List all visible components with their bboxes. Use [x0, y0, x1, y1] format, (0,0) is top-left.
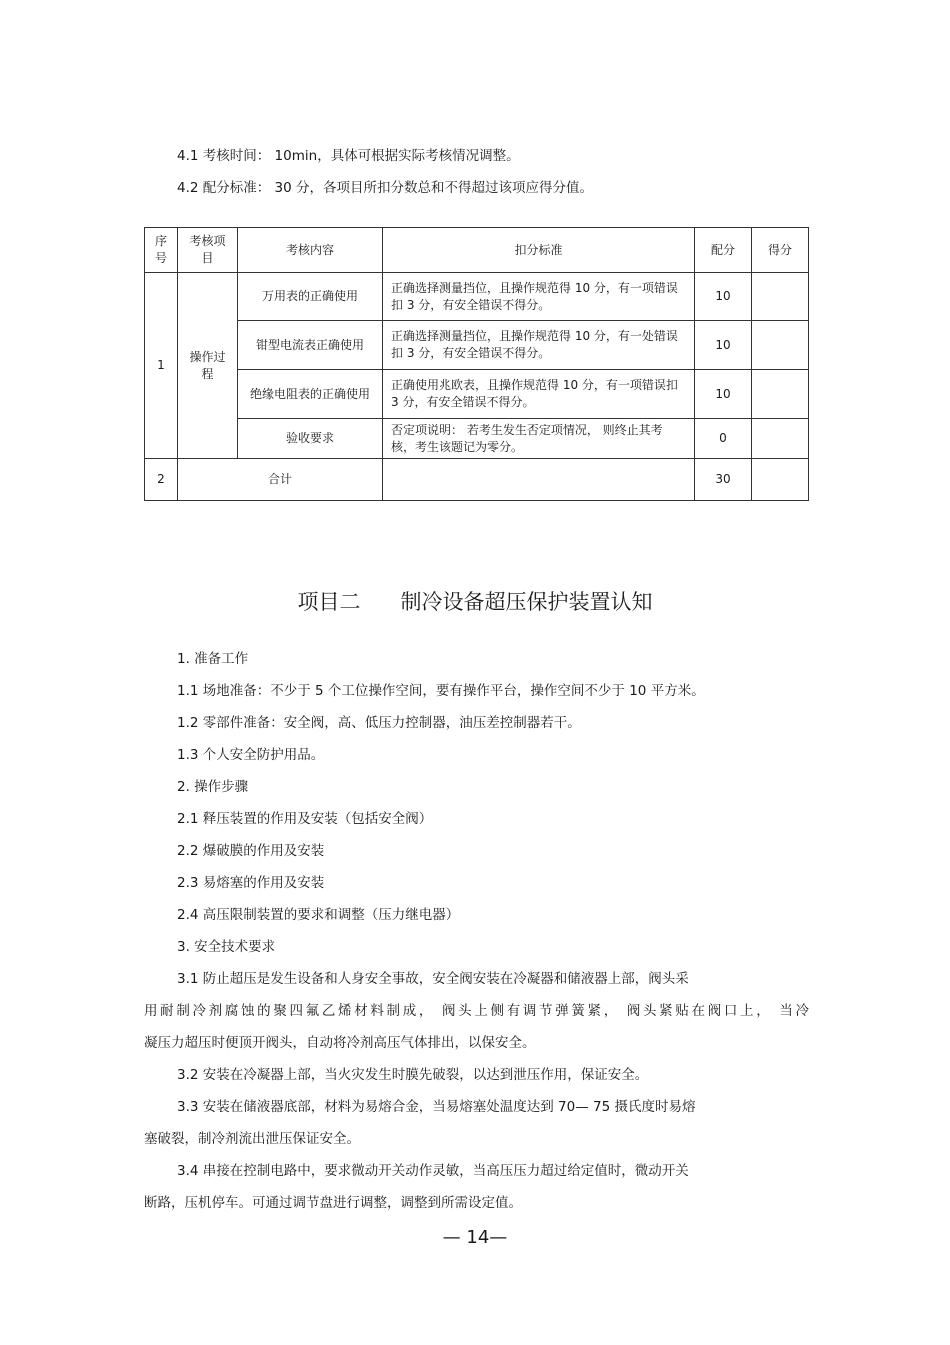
paragraph-line: 凝压力超压时便顶开阀头，自动将冷剂高压气体排出，以保安全。 — [144, 1035, 536, 1051]
ppe-line: 1.3 个人安全防护用品。 — [177, 747, 325, 763]
group-item-cell: 操作过程 — [178, 273, 238, 459]
header-score: 得分 — [752, 228, 809, 273]
table-row — [145, 419, 809, 459]
points-cell: 10 — [695, 321, 752, 370]
total-seq-cell: 2 — [145, 459, 178, 501]
paragraph-line: 3.3 安装在储液器底部，材料为易熔合金，当易熔塞处温度达到 70— 75 摄氏度时易熔 — [177, 1099, 696, 1115]
parts-prep-line: 1.2 零部件准备：安全阀，高、低压力控制器，油压差控制器若干。 — [177, 715, 581, 731]
deduction-cell: 正确选择测量挡位，且操作规范得 10 分，有一处错误扣 3 分，有安全错误不得分。 — [383, 321, 695, 370]
total-points-cell: 30 — [695, 459, 752, 501]
deduction-cell: 正确使用兆欧表，且操作规范得 10 分，有一项错误扣 3 分，有安全错误不得分。 — [383, 370, 695, 419]
scoring-table — [144, 227, 809, 501]
prep-heading: 1. 准备工作 — [177, 651, 249, 667]
table-total-row — [145, 459, 809, 501]
score-cell — [752, 321, 809, 370]
content-cell: 绝缘电阻表的正确使用 — [238, 370, 383, 419]
score-cell — [752, 273, 809, 321]
total-label-cell: 合计 — [178, 459, 383, 501]
step-line: 2.4 高压限制装置的要求和调整（压力继电器） — [177, 907, 460, 923]
deduction-cell: 否定项说明： 若考生发生否定项情况， 则终止其考核，考生该题记为零分。 — [383, 419, 695, 459]
paragraph-line: 3.2 安装在冷凝器上部，当火灾发生时膜先破裂，以达到泄压作用，保证安全。 — [177, 1067, 649, 1083]
step-line: 2.1 释压装置的作用及安装（包括安全阀） — [177, 811, 433, 827]
step-line: 2.3 易熔塞的作用及安装 — [177, 875, 325, 891]
content-cell: 万用表的正确使用 — [238, 273, 383, 321]
group-seq-cell: 1 — [145, 273, 178, 459]
table-row — [145, 370, 809, 419]
steps-heading: 2. 操作步骤 — [177, 779, 249, 795]
header-content: 考核内容 — [238, 228, 383, 273]
score-standard-line: 4.2 配分标准： 30 分，各项目所扣分数总和不得超过该项应得分值。 — [177, 180, 594, 196]
step-line: 2.2 爆破膜的作用及安装 — [177, 843, 325, 859]
safety-heading: 3. 安全技术要求 — [177, 939, 276, 955]
page-number: — 14— — [442, 1227, 508, 1248]
paragraph-line: 3.1 防止超压是发生设备和人身安全事故，安全阀安装在冷凝器和储液器上部，阀头采 — [177, 971, 689, 987]
total-score-cell — [752, 459, 809, 501]
paragraph-line: 塞破裂，制冷剂流出泄压保证安全。 — [144, 1131, 360, 1147]
header-deduction: 扣分标准 — [383, 228, 695, 273]
site-prep-line: 1.1 场地准备：不少于 5 个工位操作空间，要有操作平台，操作空间不少于 10 平方米。 — [177, 683, 705, 699]
header-seq: 序号 — [145, 228, 178, 273]
table-row — [145, 273, 809, 321]
points-cell: 10 — [695, 273, 752, 321]
table-row — [145, 321, 809, 370]
paragraph-line: 3.4 串接在控制电路中，要求微动开关动作灵敏，当高压压力超过给定值时，微动开关 — [177, 1163, 689, 1179]
header-points: 配分 — [695, 228, 752, 273]
points-cell: 10 — [695, 370, 752, 419]
points-cell: 0 — [695, 419, 752, 459]
content-cell: 钳型电流表正确使用 — [238, 321, 383, 370]
assessment-time-line: 4.1 考核时间： 10min，具体可根据实际考核情况调整。 — [177, 148, 520, 164]
total-deduction-cell — [383, 459, 695, 501]
paragraph-line: 用耐制冷剂腐蚀的聚四氟乙烯材料制成， 阀头上侧有调节弹簧紧， 阀头紧贴在阀口上， 当冷 — [144, 1003, 809, 1019]
score-cell — [752, 419, 809, 459]
deduction-cell: 正确选择测量挡位，且操作规范得 10 分，有一项错误扣 3 分，有安全错误不得分。 — [383, 273, 695, 321]
paragraph-line: 断路，压机停车。可通过调节盘进行调整，调整到所需设定值。 — [144, 1195, 522, 1211]
table-header-row — [145, 228, 809, 273]
content-cell: 验收要求 — [238, 419, 383, 459]
header-item: 考核项目 — [178, 228, 238, 273]
section-title: 项目二 制冷设备超压保护装置认知 — [297, 590, 653, 614]
score-cell — [752, 370, 809, 419]
